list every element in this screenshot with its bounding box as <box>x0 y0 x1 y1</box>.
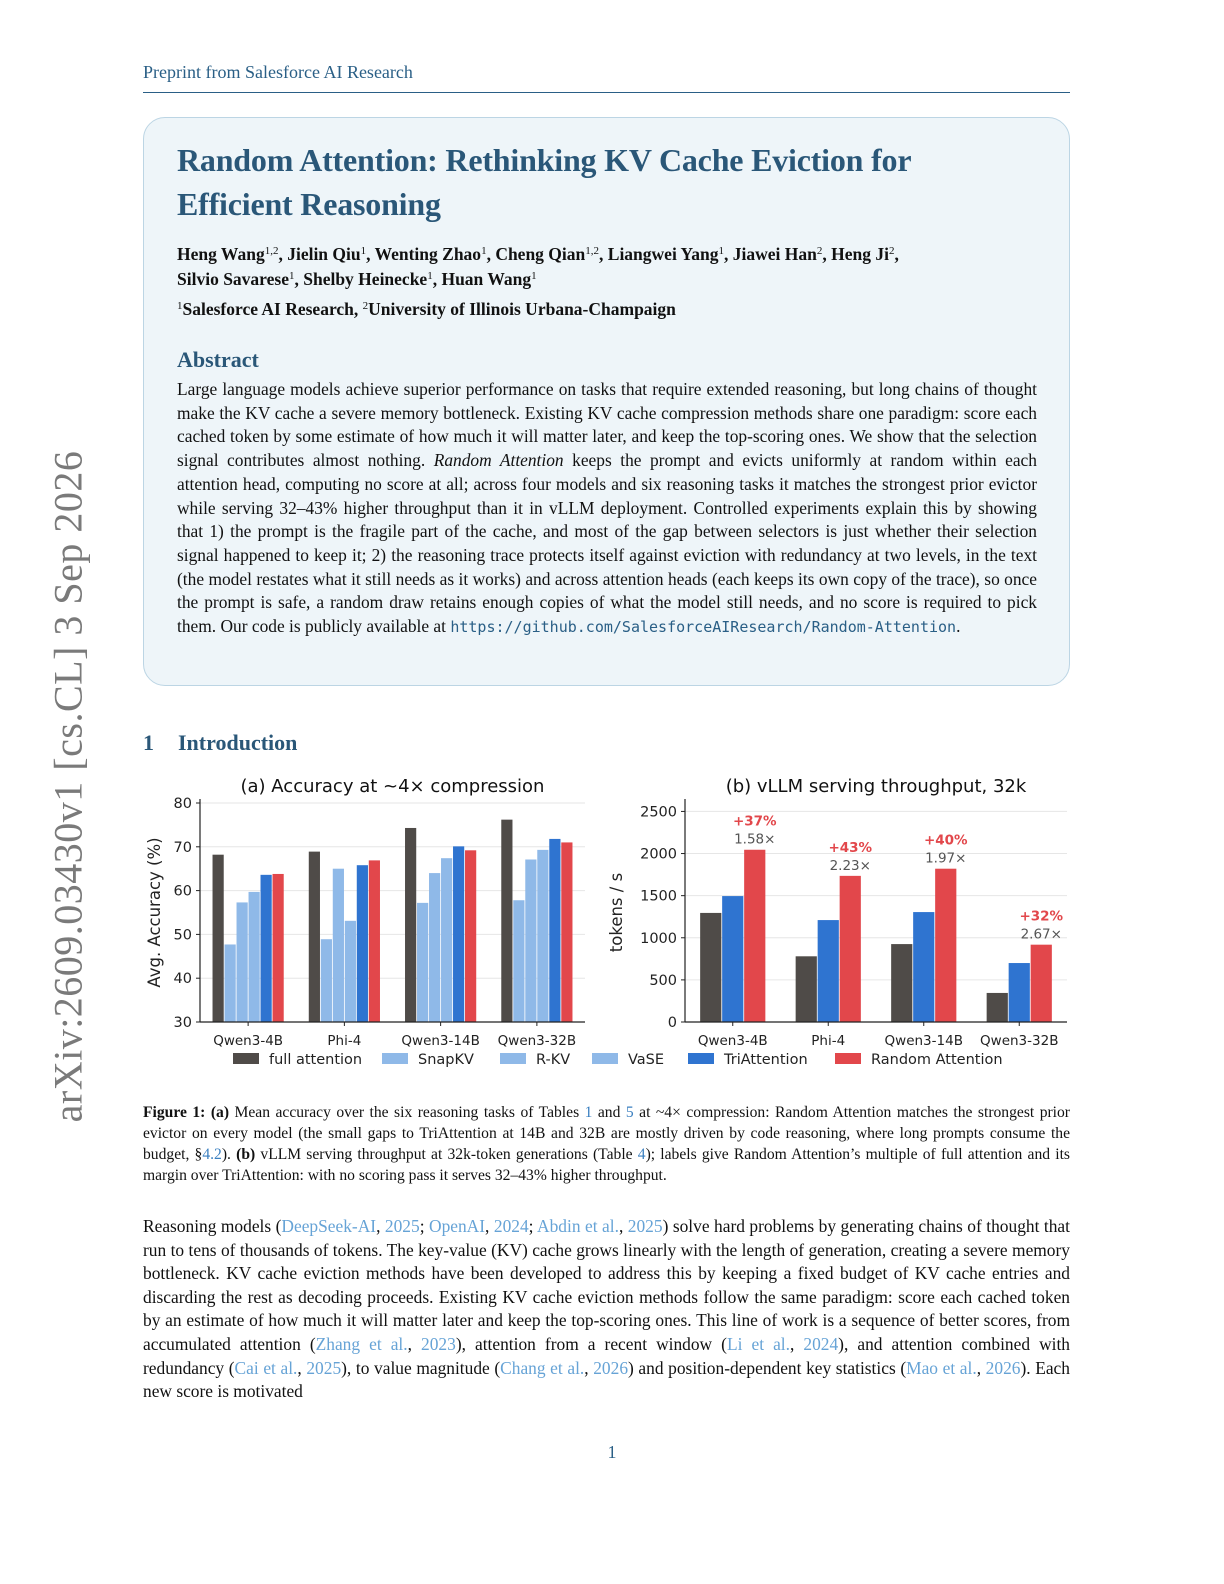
legend-label: TriAttention <box>724 1052 808 1068</box>
bar <box>1009 963 1030 1022</box>
paper-title: Random Attention: Rethinking KV Cache Eviction for Efficient Reasoning <box>177 142 912 222</box>
author-name: Huan Wang <box>441 269 532 289</box>
y-tick-label: 50 <box>173 927 192 944</box>
citation-link[interactable]: Li et al. <box>726 1333 790 1354</box>
bar <box>333 869 344 1022</box>
bar <box>321 939 332 1022</box>
page-number: 1 <box>607 1442 617 1462</box>
x-tick-label: Qwen3-14B <box>401 1033 480 1049</box>
chart-title: (a) Accuracy at ~4× compression <box>240 776 545 797</box>
author-separator: , <box>294 269 304 289</box>
legend-label: full attention <box>269 1052 363 1068</box>
legend-swatch <box>835 1053 861 1064</box>
citation-link[interactable]: OpenAI <box>429 1216 486 1236</box>
y-tick-label: 500 <box>649 972 677 989</box>
citation-link[interactable]: DeepSeek-AI <box>281 1216 377 1236</box>
author-affiliation-mark: 1,2 <box>264 245 279 257</box>
legend-label: SnapKV <box>418 1052 474 1068</box>
intro-paragraph: Reasoning models (DeepSeek-AI, 2025; OpenAI, 2024; Abdin et al., 2025) solve hard problems by generating chains of thought that run to tens of thousands of tokens. The key-value (KV) cache grows linearly with the length of generation, creating a severe memory bottleneck. KV cache eviction methods have been developed to address this by keeping a fixed budget of KV cache entries and discarding the rest as decoding proceeds. Existing KV cache eviction methods follow the same paradigm: score each cached token by an estimate of how much it will matter later and keep the top-scoring ones. This line of work is a sequence of better scores, from accumulated attention (Zhang et al., 2023), attention from a recent window (Li et al., 2024), and attention combined with redundancy (Cai et al., 2025), to value magnitude (Chang et al., 2026) and position-dependent key statistics (Mao et al., 2026). Each new score is motivated <box>143 1216 1070 1402</box>
legend-swatch <box>592 1053 618 1064</box>
author-affiliation-mark: 2 <box>816 245 823 257</box>
bar <box>309 852 320 1022</box>
author-separator: , <box>723 244 733 264</box>
chart-title: (b) vLLM serving throughput, 32k <box>725 776 1027 797</box>
y-tick-label: 0 <box>667 1015 677 1031</box>
bar <box>417 903 428 1022</box>
citation-link[interactable]: 2024 <box>803 1333 839 1354</box>
section-heading-introduction: 1 Introduction <box>143 730 298 755</box>
x-tick-label: Qwen3-4B <box>697 1033 768 1049</box>
author-separator: , <box>278 244 288 264</box>
bar <box>357 865 368 1022</box>
x-tick-label: Qwen3-4B <box>213 1033 284 1049</box>
y-tick-label: 30 <box>173 1015 192 1031</box>
author-name: Jielin Qiu <box>287 244 361 264</box>
author-separator: , <box>486 244 496 264</box>
legend-label: VaSE <box>628 1052 665 1068</box>
author-separator: , <box>894 244 899 264</box>
bar <box>501 820 512 1022</box>
affiliation-name: Salesforce AI Research, <box>182 299 363 319</box>
author-affiliation-mark: 1 <box>288 270 295 282</box>
legend-swatch <box>500 1053 526 1064</box>
x-tick-label: Qwen3-32B <box>980 1033 1059 1049</box>
bar <box>935 869 956 1022</box>
margin-label: +37% <box>732 813 777 830</box>
author-name: Silvio Savarese <box>177 269 289 289</box>
legend-label: Random Attention <box>871 1052 1003 1068</box>
arxiv-identifier: arXiv:2609.03430v1 [cs.CL] 3 Sep 2026 <box>45 450 91 1122</box>
bar <box>465 850 476 1022</box>
citation-link[interactable]: 2025 <box>384 1216 420 1236</box>
affiliation-name: University of Illinois Urbana-Champaign <box>368 299 676 319</box>
title-block <box>143 117 1070 686</box>
author-name: Liangwei Yang <box>607 244 719 264</box>
citation-link[interactable]: 2026 <box>985 1357 1021 1378</box>
author-affiliation-mark: 1 <box>718 245 724 257</box>
citation-link[interactable]: 2024 <box>493 1216 529 1236</box>
bar <box>213 855 224 1022</box>
author-list <box>177 242 1037 292</box>
affiliation-mark: 2 <box>362 300 369 312</box>
bar <box>453 846 464 1022</box>
x-tick-label: Phi-4 <box>327 1033 362 1049</box>
author-affiliation-mark: 1,2 <box>585 245 600 257</box>
running-head: Preprint from Salesforce AI Research <box>143 62 1070 93</box>
y-tick-label: 1500 <box>640 888 677 905</box>
author-name: Wenting Zhao <box>374 244 482 264</box>
code-link[interactable]: https://github.com/SalesforceAIResearch/Random-Attention <box>450 618 957 637</box>
citation-link[interactable]: Mao et al. <box>906 1357 977 1378</box>
x-tick-label: Qwen3-14B <box>884 1033 963 1049</box>
author-affiliation-mark: 2 <box>888 245 895 257</box>
y-tick-label: 40 <box>173 971 192 988</box>
bar <box>345 921 356 1022</box>
author-separator: , <box>822 244 832 264</box>
bar <box>549 839 560 1022</box>
y-tick-label: 1000 <box>640 930 677 947</box>
bar <box>249 892 260 1022</box>
bar <box>513 900 524 1022</box>
bar <box>429 873 440 1022</box>
y-axis-label: tokens / s <box>607 872 626 953</box>
citation-link[interactable]: Abdin et al. <box>537 1216 619 1236</box>
y-tick-label: 2500 <box>640 804 677 821</box>
legend-label: R-KV <box>536 1052 571 1068</box>
bar <box>405 828 416 1022</box>
bar <box>441 858 452 1022</box>
x-tick-label: Phi-4 <box>811 1033 846 1049</box>
table-ref[interactable]: 5 <box>625 1104 634 1121</box>
author-separator: , <box>599 244 608 264</box>
table-ref[interactable]: 4 <box>637 1146 646 1163</box>
author-separator: , <box>366 244 375 264</box>
author-affiliation-mark: 1 <box>427 270 433 282</box>
bar <box>537 850 548 1022</box>
bar <box>840 876 861 1022</box>
bar <box>891 944 912 1022</box>
abstract-text: Large language models achieve superior performance on tasks that require extended reasoning, but long chains of thought make the KV cache a severe memory bottleneck. Existing KV cache compression methods share one paradigm: score each cached token by some estimate of how much it will matter later, and keep the top-scoring ones. We show that the selection signal contributes almost nothing. Random Attention keeps the prompt and evicts uniformly at random within each attention head, computing no score at all; across four models and six reasoning tasks it matches the strongest prior evictor while serving 32–43% higher throughput than it in vLLM deployment. Controlled experiments explain this by showing that 1) the prompt is the fragile part of the cache, and most of the gap between selectors is just whether their selection signal happened to keep it; 2) the reasoning trace protects itself against eviction with redundancy at two levels, in the text (the model restates what it still needs as it works) and across attention heads (each keeps its own copy of the trace), so once the prompt is safe, a random draw retains enough copies of what the model still needs, and no score is required to pick them. Our code is publicly available at https://github.com/SalesforceAIResearch/Random-Attention. <box>177 379 1037 637</box>
author-name: Cheng Qian <box>495 244 586 264</box>
y-tick-label: 60 <box>173 883 192 900</box>
section-ref[interactable]: 4.2 <box>202 1146 222 1163</box>
bar <box>561 842 572 1022</box>
bar <box>700 913 721 1022</box>
margin-label: +40% <box>923 832 968 849</box>
citation-link[interactable]: Zhang et al. <box>315 1333 408 1354</box>
bar <box>913 912 934 1022</box>
multiple-label: 1.58× <box>734 831 776 848</box>
author-name: Heng Ji <box>831 244 889 264</box>
legend-swatch <box>382 1053 408 1064</box>
bar <box>261 875 272 1022</box>
y-axis-label: Avg. Accuracy (%) <box>145 837 164 988</box>
affiliations <box>177 299 1037 320</box>
author-name: Jiawei Han <box>732 244 817 264</box>
table-ref[interactable]: 1 <box>584 1104 593 1121</box>
bar <box>722 896 743 1022</box>
bar <box>273 874 284 1022</box>
legend-swatch <box>233 1053 259 1064</box>
legend-swatch <box>688 1053 714 1064</box>
bar <box>225 944 236 1022</box>
bar <box>1031 945 1052 1022</box>
bar <box>796 956 817 1022</box>
bar <box>525 860 536 1022</box>
author-affiliation-mark: 1 <box>360 245 367 257</box>
citation-link[interactable]: 2025 <box>306 1357 342 1378</box>
affiliation-mark: 1 <box>177 300 183 312</box>
margin-label: +43% <box>828 839 873 856</box>
author-affiliation-mark: 1 <box>481 245 487 257</box>
bar <box>987 993 1008 1022</box>
y-tick-label: 80 <box>173 796 192 812</box>
figure-1 <box>135 770 1085 1080</box>
citation-link[interactable]: Chang et al. <box>500 1357 585 1378</box>
citation-link[interactable]: 2026 <box>593 1357 629 1378</box>
multiple-label: 2.23× <box>829 857 871 874</box>
multiple-label: 1.97× <box>925 850 967 867</box>
author-name: Shelby Heinecke <box>303 269 428 289</box>
bar <box>237 902 248 1022</box>
y-tick-label: 70 <box>173 839 192 856</box>
bar <box>369 860 380 1022</box>
multiple-label: 2.67× <box>1020 926 1062 943</box>
author-affiliation-mark: 1 <box>531 270 537 282</box>
citation-link[interactable]: 2025 <box>627 1216 663 1236</box>
y-tick-label: 2000 <box>640 846 677 863</box>
bar <box>818 920 839 1022</box>
citation-link[interactable]: 2023 <box>421 1333 456 1354</box>
bar <box>744 850 765 1022</box>
abstract-heading: Abstract <box>177 347 259 372</box>
figure-caption: Figure 1: (a) Mean accuracy over the six reasoning tasks of Tables 1 and 5 at ~4× compression: Random Attention matches the strongest prior evictor on every model (the small gaps to TriAttention at 14B and 32B are mostly driven by code reasoning, where long prompts consume the budget, §4.2). (b) vLLM serving throughput at 32k-token generations (Table 4); labels give Random Attention’s multiple of full attention and its margin over TriAttention: with no scoring pass it serves 32–43% higher throughput. <box>143 1104 1071 1184</box>
author-separator: , <box>432 269 442 289</box>
citation-link[interactable]: Cai et al. <box>234 1357 298 1378</box>
margin-label: +32% <box>1019 908 1064 925</box>
author-name: Heng Wang <box>177 244 265 264</box>
x-tick-label: Qwen3-32B <box>497 1033 577 1049</box>
